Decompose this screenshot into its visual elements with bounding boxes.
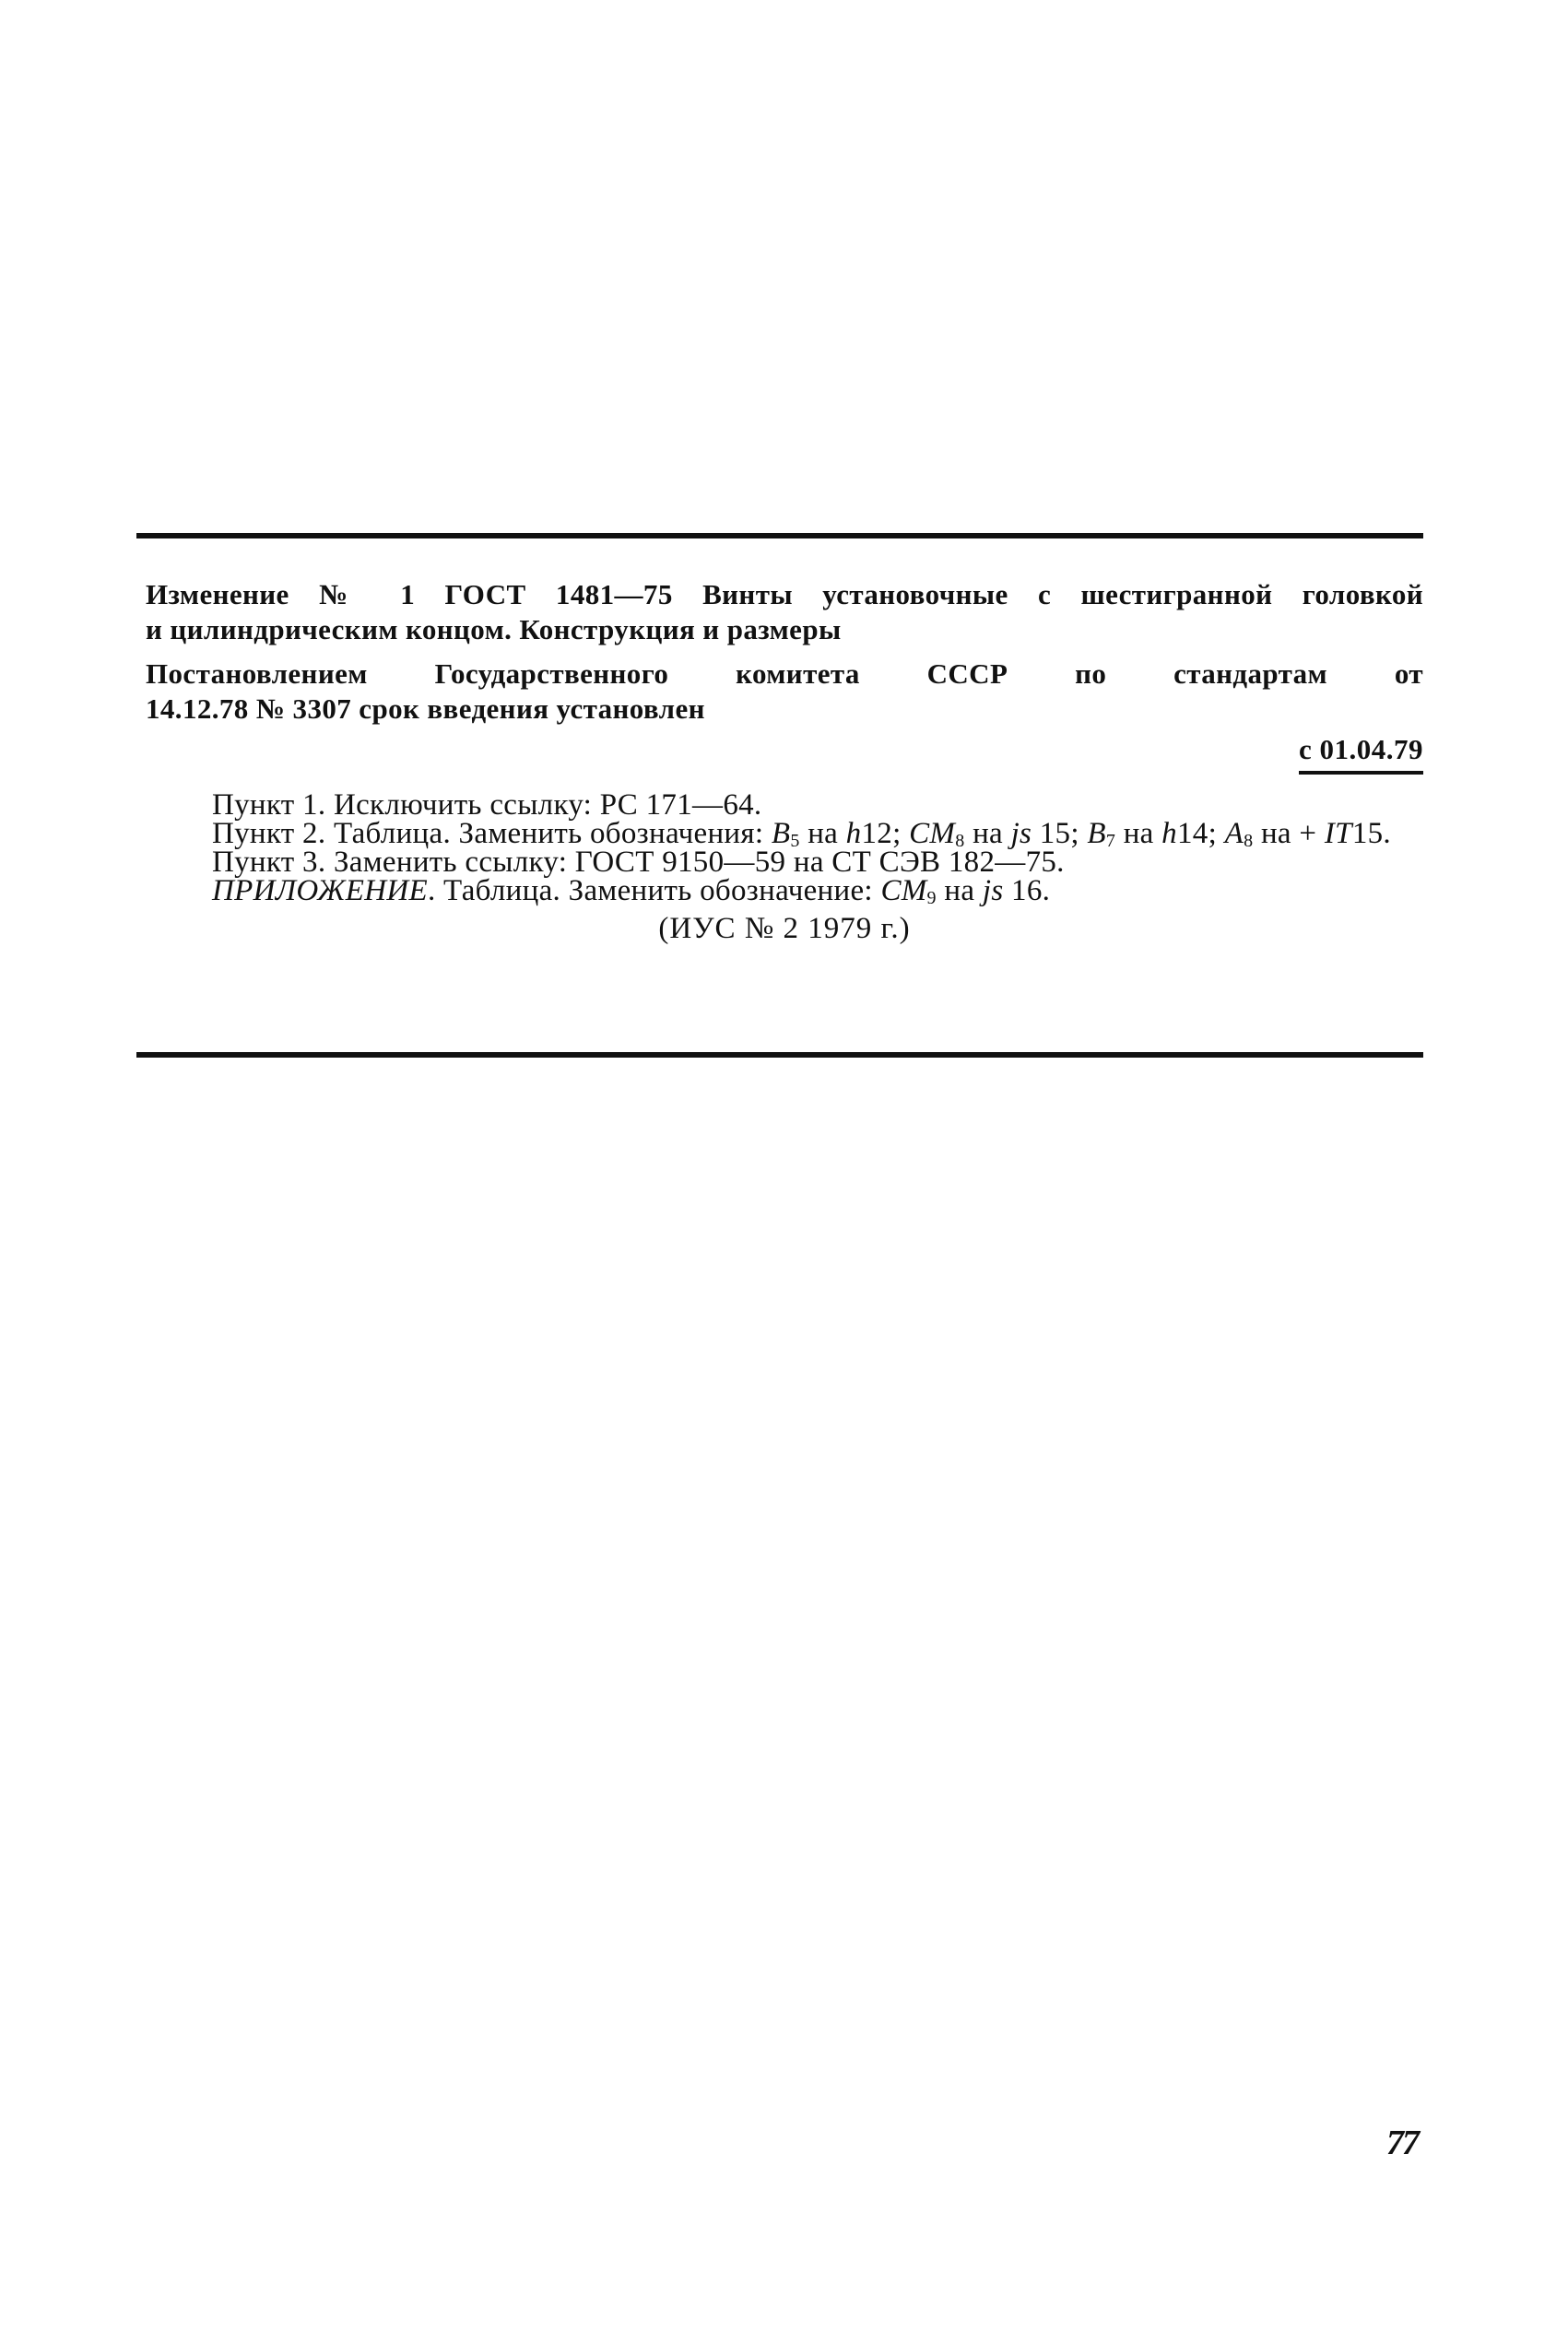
resolution-line1: Постановлением Государственного комитета СССР по стандартам от — [146, 657, 1423, 690]
item-point-3: Пункт 3. Заменить ссылку: ГОСТ 9150—59 на СТ СЭВ 182—75. — [212, 846, 1065, 879]
effective-date: с 01.04.79 — [1299, 732, 1423, 775]
amendment-notice — [146, 577, 1423, 775]
effective-date-wrap — [146, 732, 1423, 775]
source-reference: (ИУС № 2 1979 г.) — [658, 912, 911, 945]
item-point-2: Пункт 2. Таблица. Заменить обозначения: $B_5$ на h12; $CM_8$ на js 15; $B_7$ на h14; $A_8$ на + IT15. — [212, 817, 1391, 851]
amendment-title-line2: и цилиндрическим концом. Конструкция и размеры — [146, 613, 842, 645]
item-appendix: ПРИЛОЖЕНИЕ. Таблица. Заменить обозначение: $CM_9$ на js 16. — [212, 874, 1051, 908]
resolution-line2: 14.12.78 № 3307 срок введения установлен — [146, 692, 705, 725]
amendment-title-line1: Изменение № 1 ГОСТ 1481—75 Винты установочные с шестигранной головкой — [146, 578, 1423, 610]
top-rule — [136, 533, 1423, 538]
page-number: 77 — [1386, 2124, 1418, 2162]
bottom-rule — [136, 1052, 1423, 1058]
amendment-items — [146, 788, 1423, 945]
item-point-1: Пункт 1. Исключить ссылку: РС 171—64. — [212, 788, 762, 822]
